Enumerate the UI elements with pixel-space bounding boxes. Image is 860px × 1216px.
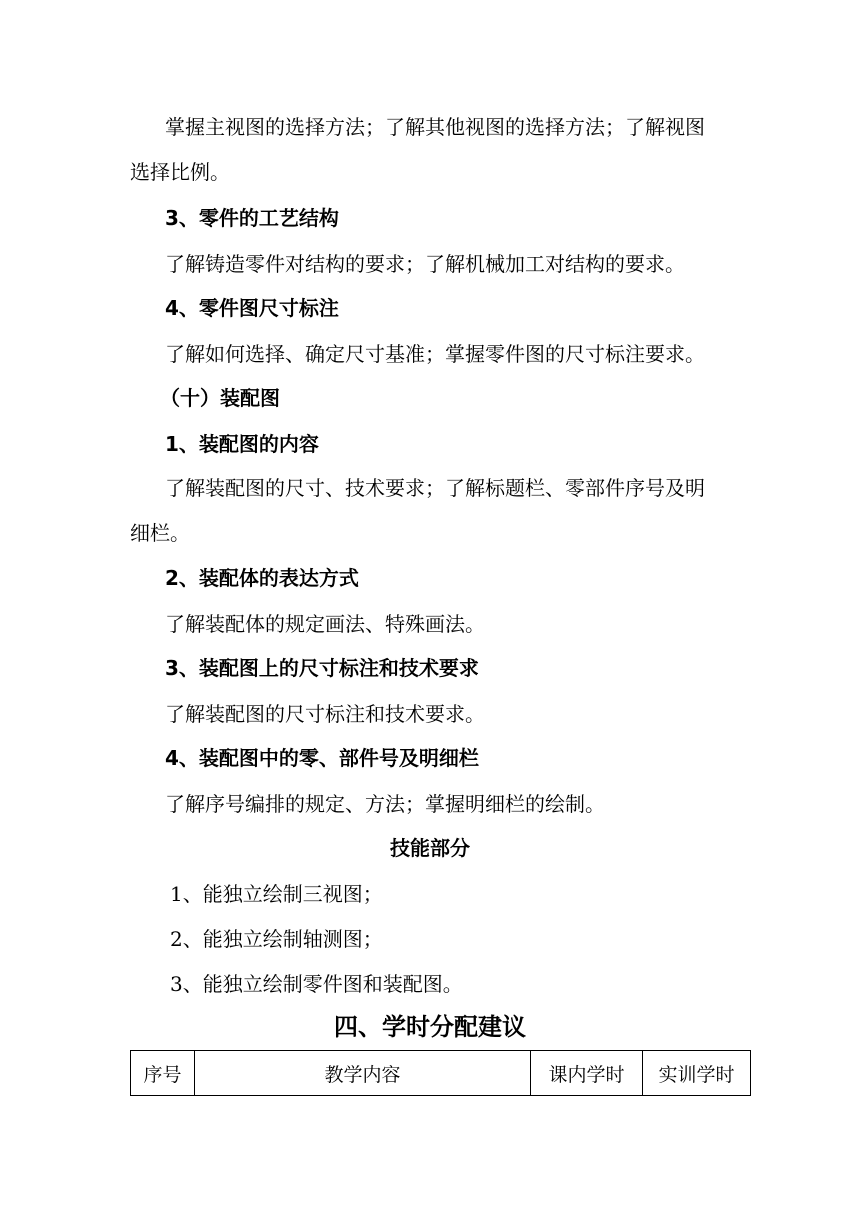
heading-assembly-content: 1、装配图的内容: [165, 432, 319, 456]
header-cell-practice-hours: 实训学时: [643, 1051, 751, 1096]
paragraph-assembly-content-line1: 了解装配图的尺寸、技术要求；了解标题栏、零部件序号及明: [165, 476, 705, 500]
heading-part-dimension: 4、零件图尺寸标注: [165, 296, 339, 320]
paragraph-assembly-dim-tech: 了解装配图的尺寸标注和技术要求。: [165, 702, 485, 726]
header-cell-index: 序号: [131, 1051, 195, 1096]
skill-item-1: 1、能独立绘制三视图；: [170, 882, 383, 906]
heading-assembly-expression: 2、装配体的表达方式: [165, 566, 359, 590]
header-cell-class-hours: 课内学时: [531, 1051, 643, 1096]
heading-part-structure: 3、零件的工艺结构: [165, 206, 339, 230]
table-header-row: [131, 1051, 751, 1096]
skill-item-2: 2、能独立绘制轴测图；: [170, 927, 383, 951]
heading-section-4: 四、学时分配建议: [334, 1013, 526, 1041]
heading-skills: 技能部分: [390, 836, 470, 860]
paragraph-view-selection-line1: 掌握主视图的选择方法；了解其他视图的选择方法；了解视图: [165, 115, 705, 139]
paragraph-assembly-expression: 了解装配体的规定画法、特殊画法。: [165, 612, 485, 636]
heading-assembly-parts: 4、装配图中的零、部件号及明细栏: [165, 746, 479, 770]
paragraph-part-dimension: 了解如何选择、确定尺寸基准；掌握零件图的尺寸标注要求。: [165, 342, 705, 366]
paragraph-part-structure: 了解铸造零件对结构的要求；了解机械加工对结构的要求。: [165, 252, 685, 276]
paragraph-assembly-parts: 了解序号编排的规定、方法；掌握明细栏的绘制。: [165, 792, 605, 816]
header-cell-content: 教学内容: [195, 1051, 531, 1096]
skill-item-3: 3、能独立绘制零件图和装配图。: [170, 972, 463, 996]
heading-section-assembly: （十）装配图: [160, 386, 280, 410]
heading-assembly-dim-tech: 3、装配图上的尺寸标注和技术要求: [165, 656, 479, 680]
paragraph-view-selection-line2: 选择比例。: [130, 160, 230, 184]
paragraph-assembly-content-line2: 细栏。: [130, 521, 190, 545]
hours-allocation-table: [130, 1050, 751, 1096]
